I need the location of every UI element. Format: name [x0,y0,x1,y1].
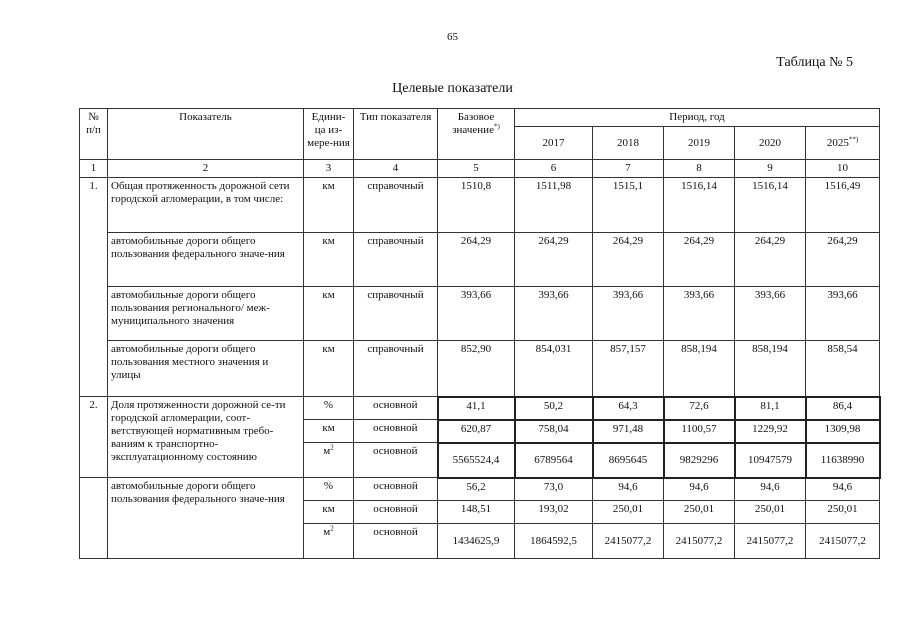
table-row [80,286,880,340]
value-cell: 858,194 [664,340,735,397]
table-row [80,397,880,420]
indicator-name: автомобильные дороги общего пользования местного значения и улицы [108,340,304,397]
value-cell: 250,01 [806,501,880,524]
value-cell: 86,4 [806,397,880,420]
page-number: 65 [447,31,458,43]
value-cell: 193,02 [515,501,593,524]
value-cell: 5565524,4 [438,443,515,478]
value-cell: 1515,1 [593,178,664,233]
value-cell: 1434625,9 [438,524,515,559]
header-year-label: 2025 [826,136,849,149]
value-cell: 81,1 [735,397,806,420]
header-base [438,109,515,160]
rows-body [80,178,880,397]
unit-label: % [323,399,334,411]
value-cell: 264,29 [438,232,515,286]
value-cell: 94,6 [735,478,806,501]
unit-cell [304,397,354,420]
indicator-name: автомобильные дороги общего пользования федерального значе-ния [108,232,304,286]
type-cell: основной [354,397,438,420]
group2-body [80,397,880,559]
column-number: 8 [664,160,735,178]
value-cell: 620,87 [438,420,515,443]
type-cell: основной [354,478,438,501]
row-number [80,286,108,340]
type-cell: основной [354,420,438,443]
value-cell: 1516,49 [806,178,880,233]
table-title: Целевые показатели [392,81,513,96]
value-cell: 1100,57 [664,420,735,443]
unit-cell: км [304,232,354,286]
value-cell: 264,29 [806,232,880,286]
column-number: 6 [515,160,593,178]
value-cell: 971,48 [593,420,664,443]
value-cell: 1229,92 [735,420,806,443]
type-cell: справочный [354,340,438,397]
unit-cell: км [304,286,354,340]
value-cell: 852,90 [438,340,515,397]
value-cell: 2415077,2 [593,524,664,559]
unit-label: км [322,422,335,434]
value-cell: 393,66 [515,286,593,340]
type-cell: основной [354,501,438,524]
row-number [80,478,108,559]
row-number [80,232,108,286]
target-indicators-table [79,108,881,559]
value-cell: 857,157 [593,340,664,397]
value-cell: 56,2 [438,478,515,501]
value-cell: 264,29 [593,232,664,286]
column-number: 1 [80,160,108,178]
value-cell: 72,6 [664,397,735,420]
value-cell: 94,6 [664,478,735,501]
row-number: 2. [80,397,108,478]
row-number [80,340,108,397]
type-cell: справочный [354,286,438,340]
indicator-name: автомобильные дороги общего пользования федерального значе-ния [108,478,304,559]
indicator-name: Общая протяженность дорожной сети городской агломерации, в том числе: [108,178,304,233]
value-cell: 758,04 [515,420,593,443]
value-cell: 94,6 [593,478,664,501]
value-cell: 264,29 [735,232,806,286]
value-cell: 2415077,2 [735,524,806,559]
unit-cell [304,524,354,559]
table-row [80,232,880,286]
unit-superscript: 2 [330,443,334,452]
type-cell: основной [354,443,438,478]
value-cell: 6789564 [515,443,593,478]
value-cell: 2415077,2 [806,524,880,559]
unit-cell [304,420,354,443]
header-year [806,127,880,160]
header-base-footnote: *) [493,122,500,131]
value-cell: 858,194 [735,340,806,397]
value-cell: 393,66 [735,286,806,340]
unit-cell [304,478,354,501]
value-cell: 393,66 [593,286,664,340]
column-number: 7 [593,160,664,178]
value-cell: 50,2 [515,397,593,420]
value-cell: 250,01 [735,501,806,524]
unit-label: м [323,445,331,457]
type-cell: основной [354,524,438,559]
value-cell: 1309,98 [806,420,880,443]
column-number: 2 [108,160,304,178]
unit-label: км [322,503,335,515]
column-number: 10 [806,160,880,178]
column-numbers-row [80,160,880,178]
unit-label: % [323,480,334,492]
value-cell: 9829296 [664,443,735,478]
header-unit: Едини-ца из-мере-ния [304,109,354,160]
unit-cell: км [304,178,354,233]
header-base-label: Базовое значение [452,111,495,136]
row-number: 1. [80,178,108,233]
value-cell: 393,66 [664,286,735,340]
unit-cell: км [304,340,354,397]
value-cell: 854,031 [515,340,593,397]
header-num: № п/п [80,109,108,160]
header-row [80,109,880,127]
value-cell: 2415077,2 [664,524,735,559]
value-cell: 11638990 [806,443,880,478]
value-cell: 1516,14 [735,178,806,233]
value-cell: 264,29 [515,232,593,286]
value-cell: 148,51 [438,501,515,524]
value-cell: 10947579 [735,443,806,478]
column-number: 5 [438,160,515,178]
value-cell: 250,01 [664,501,735,524]
column-number: 4 [354,160,438,178]
value-cell: 94,6 [806,478,880,501]
indicator-name: автомобильные дороги общего пользования регионального/ меж-муниципального значения [108,286,304,340]
header-year: 2019 [664,127,735,160]
column-number: 3 [304,160,354,178]
header-type: Тип показателя [354,109,438,160]
value-cell: 250,01 [593,501,664,524]
value-cell: 393,66 [806,286,880,340]
value-cell: 64,3 [593,397,664,420]
header-year: 2017 [515,127,593,160]
value-cell: 8695645 [593,443,664,478]
table-row [80,478,880,501]
table-row [80,340,880,397]
unit-cell [304,501,354,524]
table-row [80,178,880,233]
header-period: Период, год [515,109,880,127]
value-cell: 41,1 [438,397,515,420]
header-year: 2018 [593,127,664,160]
header-indicator: Показатель [108,109,304,160]
value-cell: 1516,14 [664,178,735,233]
indicator-name: Доля протяженности дорожной се-ти городской агломерации, соот-ветствующей нормативным требо-ваниям к транспортно-эксплуатационному состоянию [108,397,304,478]
unit-cell [304,443,354,478]
column-number: 9 [735,160,806,178]
unit-label: м [323,526,331,538]
value-cell: 1511,98 [515,178,593,233]
unit-superscript: 2 [330,524,334,533]
header-year-footnote: **) [848,134,859,143]
value-cell: 858,54 [806,340,880,397]
value-cell: 1510,8 [438,178,515,233]
value-cell: 73,0 [515,478,593,501]
value-cell: 393,66 [438,286,515,340]
value-cell: 264,29 [664,232,735,286]
header-year: 2020 [735,127,806,160]
value-cell: 1864592,5 [515,524,593,559]
type-cell: справочный [354,232,438,286]
table-label: Таблица № 5 [776,55,853,70]
type-cell: справочный [354,178,438,233]
